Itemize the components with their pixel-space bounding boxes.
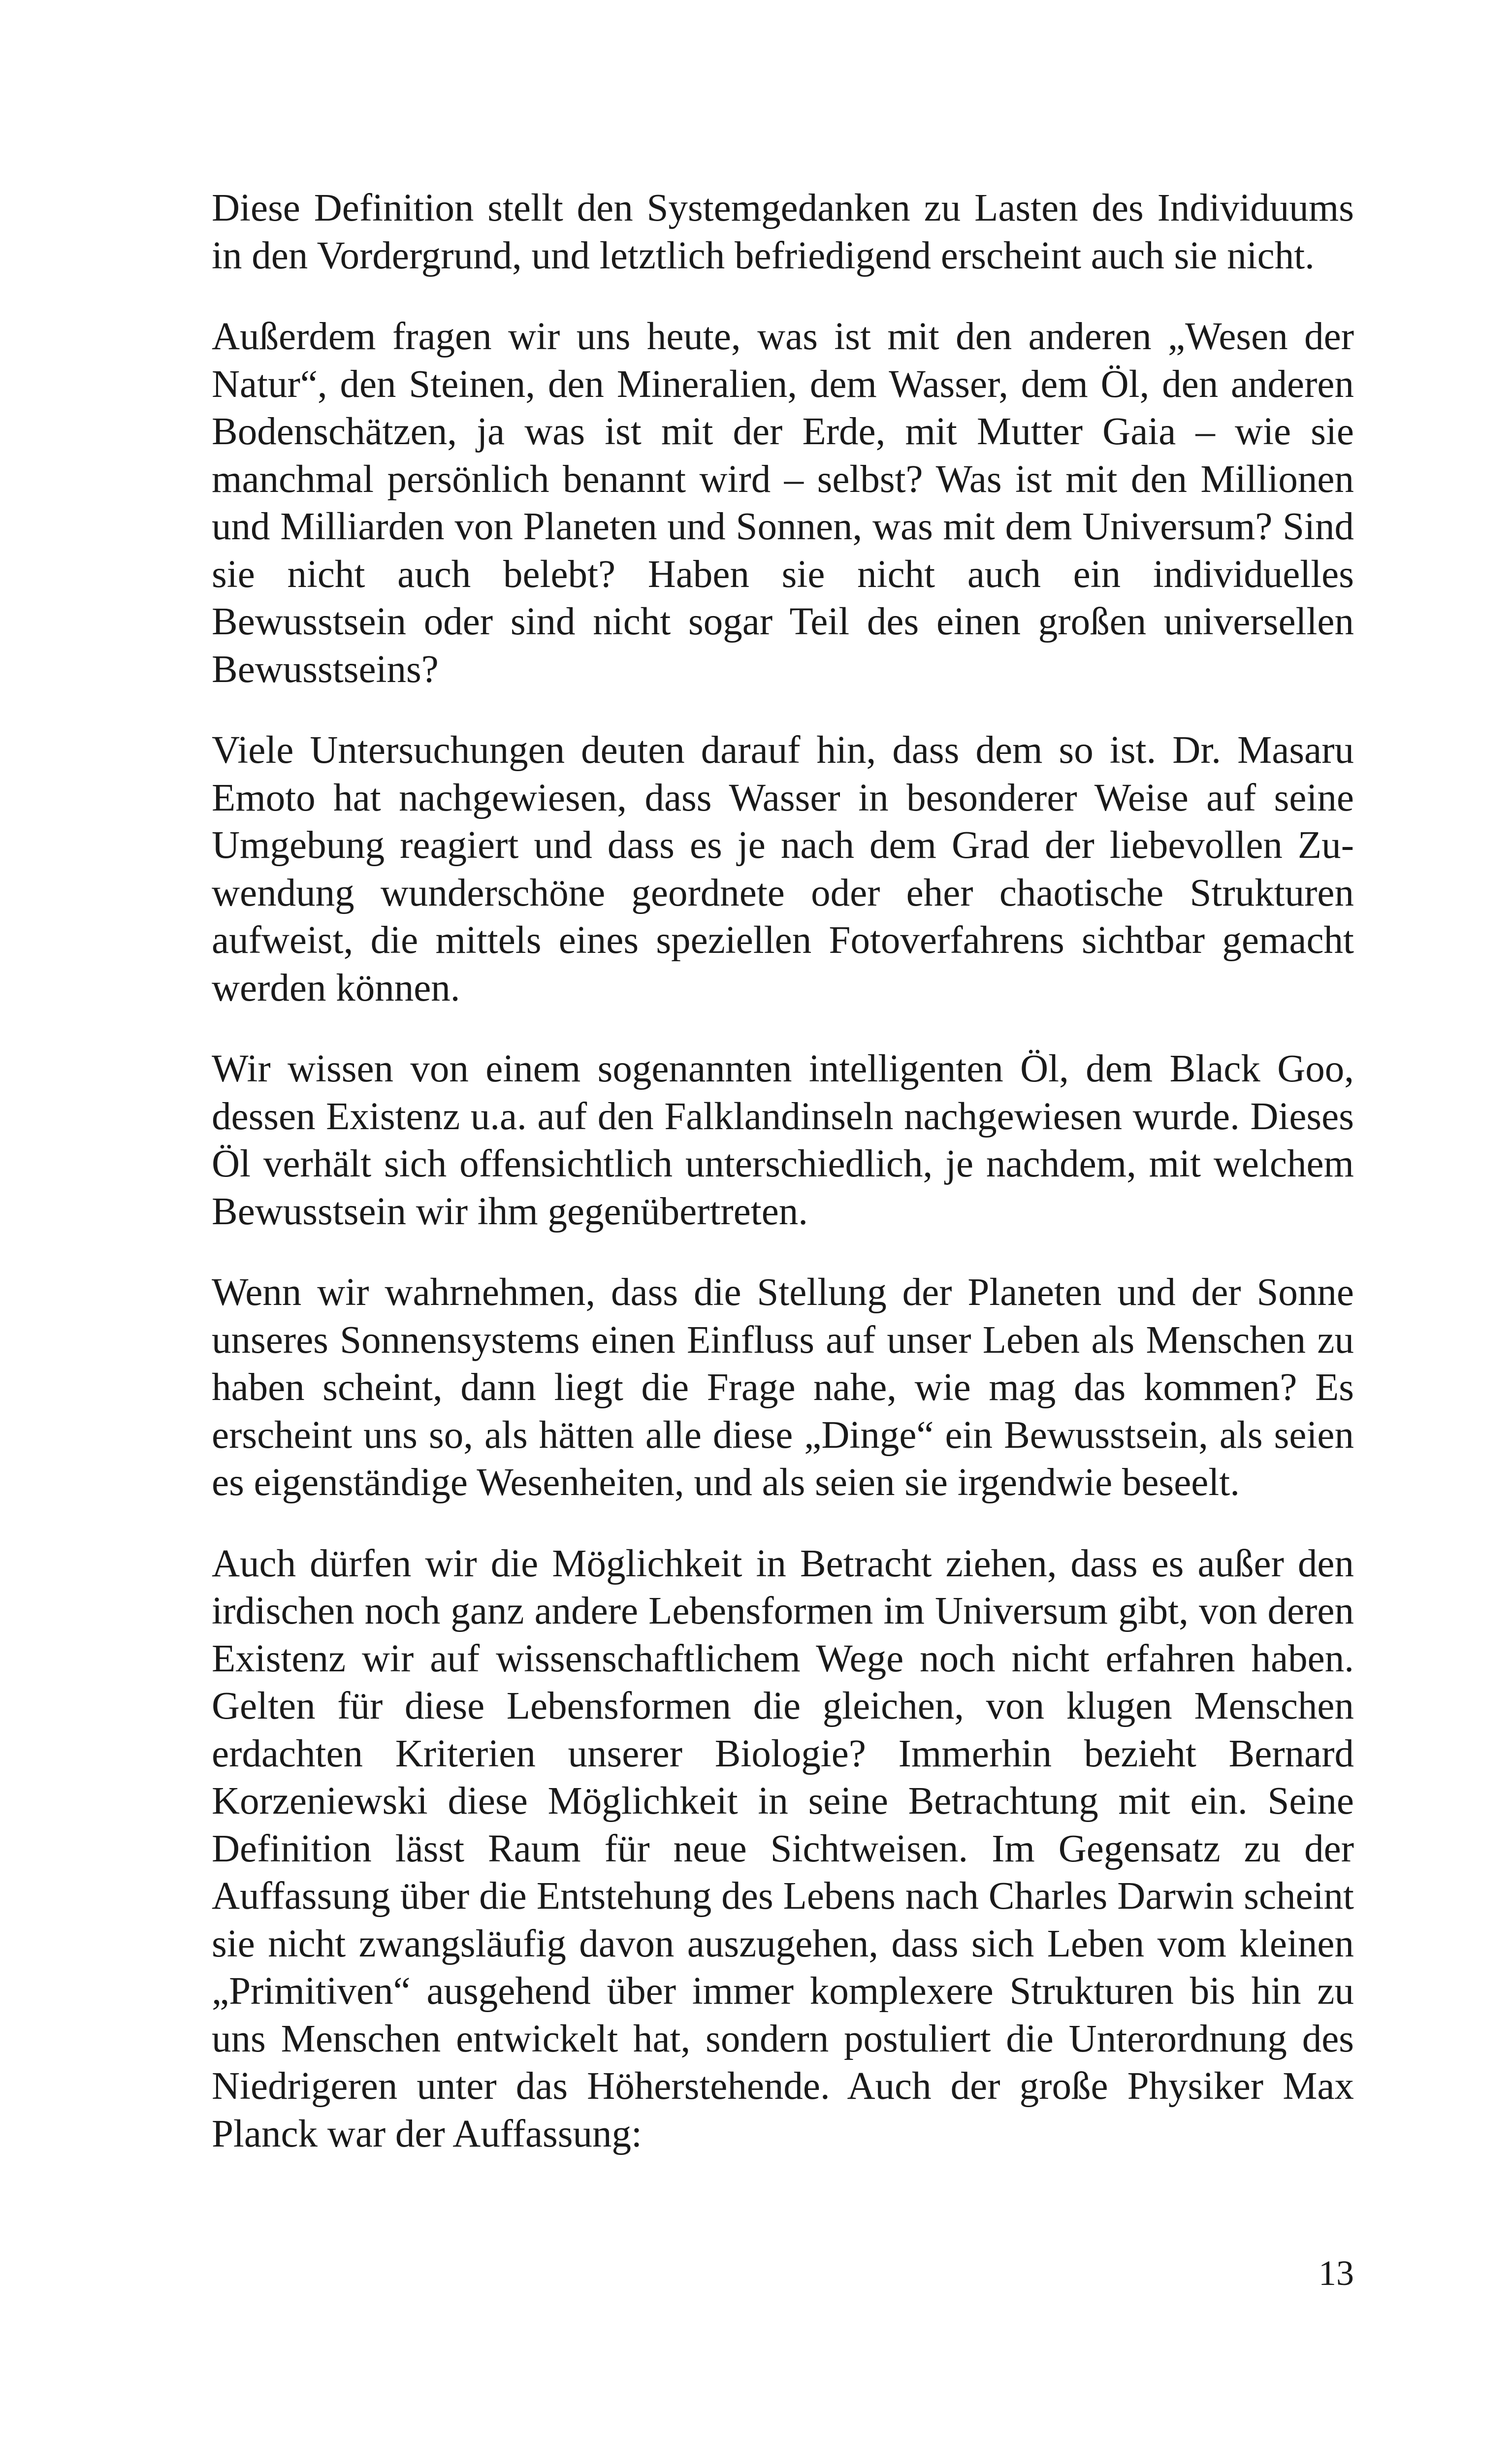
body-text xyxy=(212,185,1354,2158)
paragraph: Wenn wir wahrnehmen, dass die Stellung der Planeten und der Sonne unseres Sonnensystems einen Einfluss auf unser Leben als Menschen zu haben scheint, dann liegt die Frage nahe, wie mag das kommen? Es erscheint uns so, als hätten alle diese „Dinge“ ein Bewusstsein, als seien es eigenständige Wesenheiten, und als seien sie irgendwie beseelt. xyxy=(212,1271,1354,1504)
paragraph: Auch dürfen wir die Möglichkeit in Betracht ziehen, dass es außer den irdischen noch ganz andere Lebensformen im Universum gibt, von deren Existenz wir auf wissenschaftlichem Wege noch nicht erfahren haben. Gelten für diese Lebensformen die gleichen, von klugen Menschen erdachten Kriterien unserer Biologie? Immerhin bezieht Bernard Korzeniewski diese Möglichkeit in seine Betrachtung mit ein. Seine Definition lässt Raum für neue Sichtweisen. Im Gegensatz zu der Auffassung über die Entstehung des Lebens nach Charles Darwin scheint sie nicht zwangsläufig davon auszugehen, dass sich Leben vom kleinen „Primitiven“ ausgehend über immer komplexere Strukturen bis hin zu uns Menschen entwickelt hat, sondern postuliert die Unterordnung des Niedrigeren unter das Höherstehende. Auch der große Physiker Max Planck war der Auffassung: xyxy=(212,1542,1354,2155)
paragraph: Viele Untersuchungen deuten darauf hin, dass dem so ist. Dr. Masaru Emoto hat nachgewiesen, dass Wasser in besonderer Weise auf seine Umgebung reagiert und dass es je nach dem Grad der liebevollen Zuwendung wunderschöne geordnete oder eher chaotische Strukturen aufweist, die mittels eines speziellen Fotoverfahrens sichtbar gemacht werden können. xyxy=(212,729,1354,1010)
paragraph: Außerdem fragen wir uns heute, was ist mit den anderen „Wesen der Natur“, den Steinen, den Mineralien, dem Wasser, dem Öl, den anderen Bodenschätzen, ja was ist mit der Erde, mit Mutter Gaia – wie sie manchmal persönlich benannt wird – selbst? Was ist mit den Millionen und Milliarden von Planeten und Sonnen, was mit dem Universum? Sind sie nicht auch belebt? Haben sie nicht auch ein individuelles Bewusstsein oder sind nicht sogar Teil des einen großen universellen Bewusstseins? xyxy=(212,315,1354,691)
paragraph: Diese Definition stellt den Systemgedanken zu Lasten des Individuums in den Vordergrund, und letztlich befriedigend erscheint auch sie nicht. xyxy=(212,187,1354,277)
page-number: 13 xyxy=(1319,2253,1354,2293)
paragraph: Wir wissen von einem sogenannten intelligenten Öl, dem Black Goo, dessen Existenz u.a. auf den Falklandinseln nachgewiesen wurde. Dieses Öl verhält sich offensichtlich unterschiedlich, je nachdem, mit welchem Bewusstsein wir ihm gegenübertreten. xyxy=(212,1047,1354,1233)
